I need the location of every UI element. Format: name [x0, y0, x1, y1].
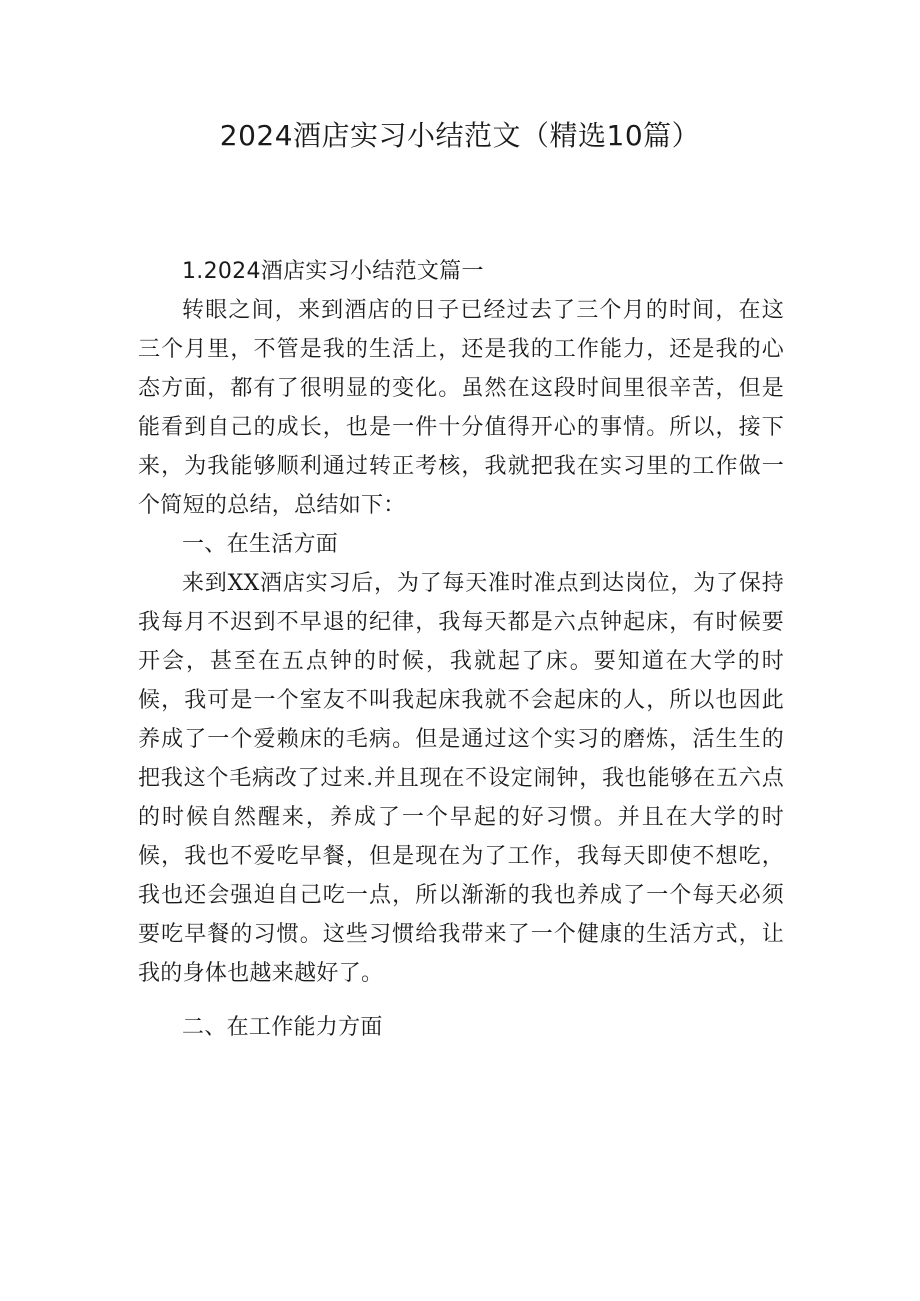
- document-title: 2024酒店实习小结范文（精选10篇）: [219, 119, 701, 152]
- paragraph-life: 来到XX酒店实习后，为了每天准时准点到达岗位，为了保持我每月不迟到不早退的纪律，我每天都是六点钟起床，有时候要开会，甚至在五点钟的时候，我就起了床。要知道在大学的时候，我可是一个室友不叫我起床我就不会起床的人，所以也因此养成了一个爱赖床的毛病。但是通过这个实习的磨炼，活生生的把我这个毛病改了过来.并且现在不设定闹钟，我也能够在五六点的时候自然醒来，养成了一个早起的好习惯。并且在大学的时候，我也不爱吃早餐，但是现在为了工作，我每天即使不想吃，我也还会强迫自己吃一点，所以渐渐的我也养成了一个每天必须要吃早餐的习惯。这些习惯给我带来了一个健康的生活方式，让我的身体也越来越好了。: [138, 571, 784, 986]
- subheading-life: 一、在生活方面: [182, 532, 339, 557]
- paragraph-intro: 转眼之间，来到酒店的日子已经过去了三个月的时间，在这三个月里，不管是我的生活上，还是我的工作能力，还是我的心态方面，都有了很明显的变化。虽然在这段时间里很辛苦，但是能看到自己的成长，也是一件十分值得开心的事情。所以，接下来，为我能够顺利通过转正考核，我就把我在实习里的工作做一个简短的总结，总结如下：: [138, 298, 784, 518]
- subheading-work-ability: 二、在工作能力方面: [182, 1015, 383, 1040]
- document-body: [138, 252, 784, 1047]
- section-heading: 1.2024酒店实习小结范文篇一: [182, 259, 484, 284]
